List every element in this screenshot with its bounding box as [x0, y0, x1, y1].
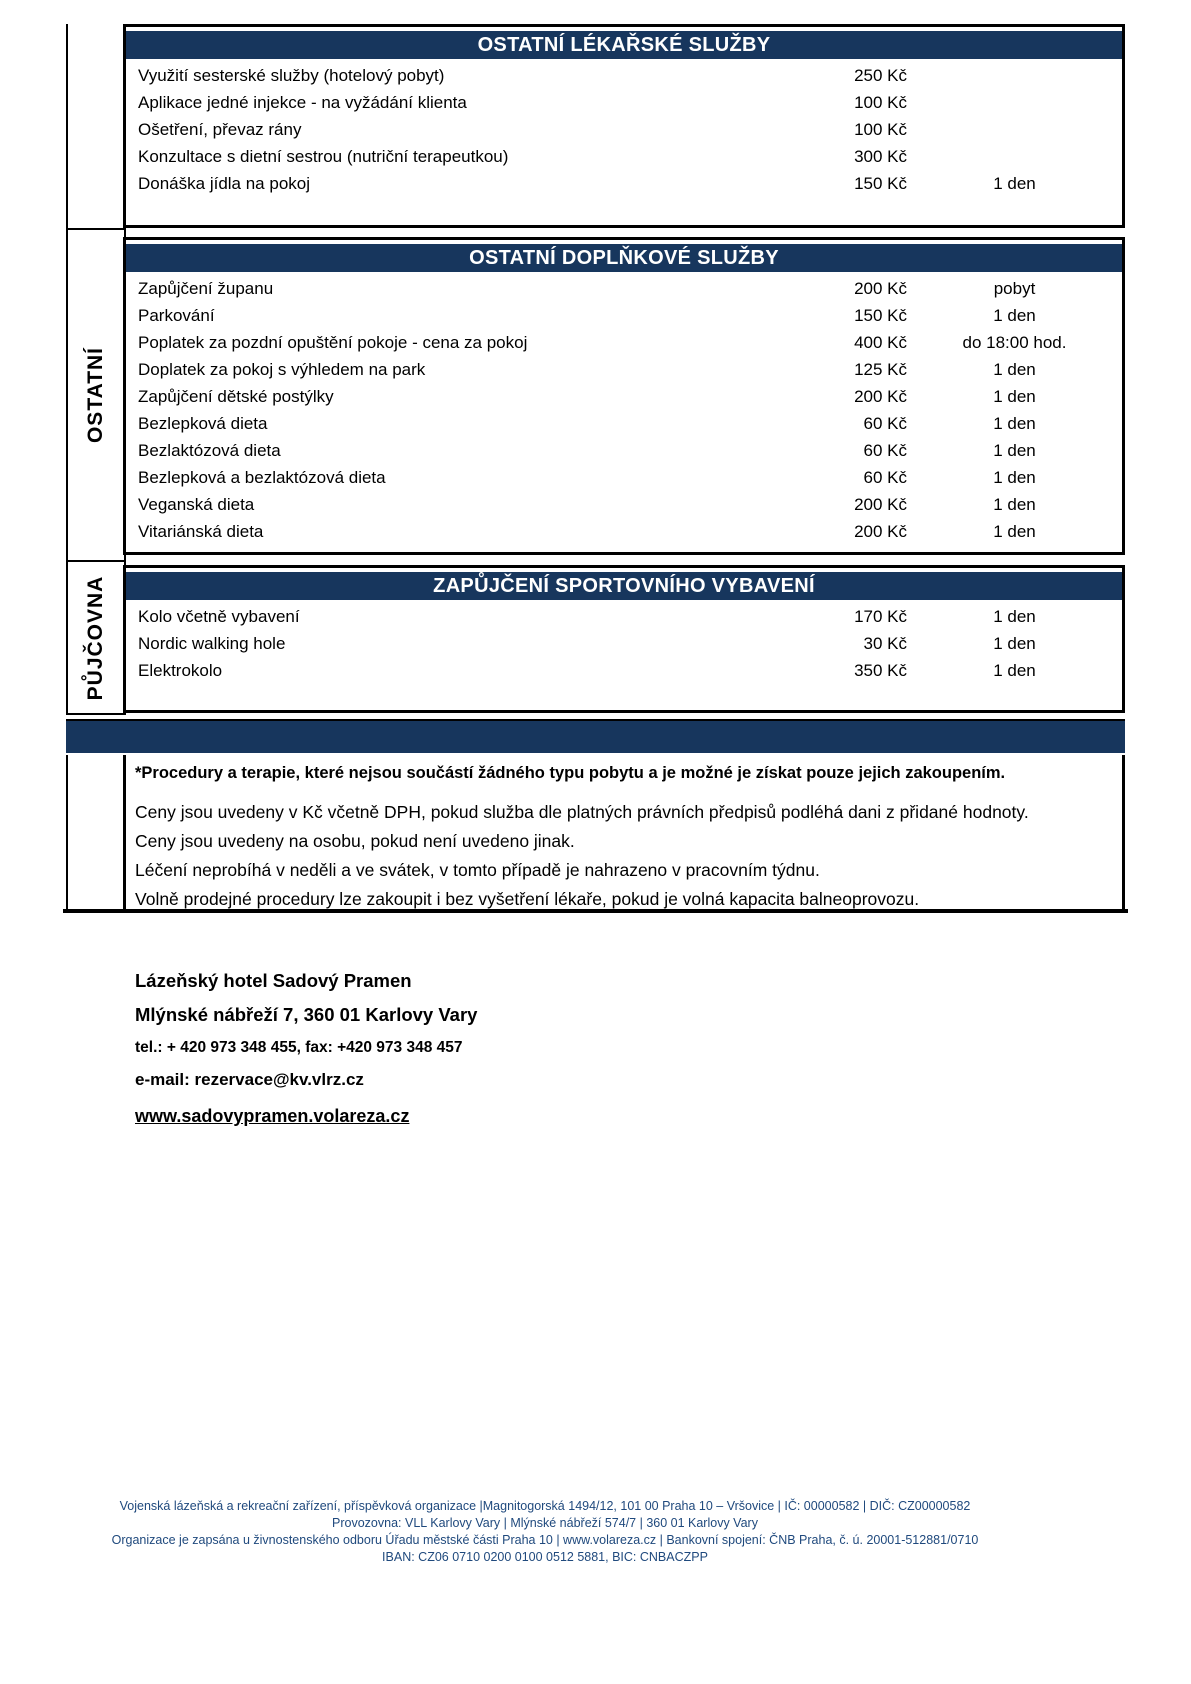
- row-service-name: Zapůjčení dětské postýlky: [138, 386, 334, 406]
- row-service-name: Kolo včetně vybavení: [138, 606, 300, 626]
- table-header-additional-services: [126, 244, 1122, 272]
- table-title: OSTATNÍ DOPLŇKOVÉ SLUŽBY: [469, 246, 779, 269]
- sidebar-cell-pujcovna: [66, 562, 126, 715]
- row-period: pobyt: [993, 278, 1036, 298]
- table-row: [126, 410, 1122, 437]
- row-period: 1 den: [993, 494, 1036, 514]
- row-service-name: Parkování: [138, 305, 215, 325]
- hotel-name: Lázeňský hotel Sadový Pramen: [135, 970, 412, 991]
- table-row: [126, 62, 1122, 89]
- row-period: 1 den: [993, 386, 1036, 406]
- row-price: 250 Kč: [854, 65, 907, 85]
- row-price: 200 Kč: [854, 494, 907, 514]
- row-period: 1 den: [993, 359, 1036, 379]
- table-row: [126, 329, 1122, 356]
- row-period: 1 den: [993, 440, 1036, 460]
- footer-block: [0, 1498, 1090, 1566]
- table-row: [126, 275, 1122, 302]
- text-line: IBAN: CZ06 0710 0200 0100 0512 5881, BIC: CNBACZPP: [382, 1550, 708, 1564]
- row-price: 350 Kč: [854, 660, 907, 680]
- row-price: 30 Kč: [863, 633, 907, 653]
- table-row: [126, 356, 1122, 383]
- row-price: 200 Kč: [854, 278, 907, 298]
- table-row: [126, 383, 1122, 410]
- contact-block: [135, 970, 477, 1127]
- table-row: [126, 657, 1122, 684]
- text-line: Volně prodejné procedury lze zakoupit i bez vyšetření lékaře, pokud je volná kapacita balneoprovozu.: [135, 889, 920, 909]
- row-period: 1 den: [993, 521, 1036, 541]
- text-line: Vojenská lázeňská a rekreační zařízení, příspěvková organizace |Magnitogorská 1494/12, 101 00 Praha 10 – Vršovice | IČ: 00000582 | DIČ: CZ00000582: [119, 1499, 971, 1513]
- table-row: [126, 302, 1122, 329]
- purchase-only-note: *Procedury a terapie, které nejsou součástí žádného typu pobytu a je možné je získat pouze jejich zakoupením.: [135, 764, 1006, 782]
- row-period: 1 den: [993, 660, 1036, 680]
- row-service-name: Bezlaktózová dieta: [138, 440, 281, 460]
- row-period: do 18:00 hod.: [962, 332, 1067, 352]
- row-price: 125 Kč: [854, 359, 907, 379]
- notes-lines: [135, 798, 1112, 914]
- row-period: 1 den: [993, 305, 1036, 325]
- text-line: Organizace je zapsána u živnostenského odboru Úřadu městské části Praha 10 | www.volareza.cz | Bankovní spojení: ČNB Praha, č. ú. 20001-512881/0710: [111, 1533, 979, 1547]
- row-price: 150 Kč: [854, 305, 907, 325]
- table-row: [126, 630, 1122, 657]
- row-service-name: Bezlepková dieta: [138, 413, 268, 433]
- row-service-name: Využití sesterské služby (hotelový pobyt): [138, 65, 445, 85]
- table-medical-services: [123, 24, 1125, 228]
- row-service-name: Veganská dieta: [138, 494, 255, 514]
- sidebar-cell-empty-bottom: [66, 755, 126, 909]
- table-title: ZAPŮJČENÍ SPORTOVNÍHO VYBAVENÍ: [433, 574, 815, 597]
- row-service-name: Aplikace jedné injekce - na vyžádání klienta: [138, 92, 467, 112]
- table-body: [126, 59, 1122, 197]
- row-price: 100 Kč: [854, 119, 907, 139]
- table-body: [126, 272, 1122, 545]
- table-row: [126, 170, 1122, 197]
- row-service-name: Zapůjčení županu: [138, 278, 274, 298]
- row-price: 150 Kč: [854, 173, 907, 193]
- phone-fax-line: tel.: + 420 973 348 455, fax: +420 973 348 457: [135, 1039, 463, 1056]
- row-service-name: Ošetření, převaz rány: [138, 119, 302, 139]
- row-price: 60 Kč: [863, 467, 907, 487]
- table-sport-equipment: [123, 565, 1125, 713]
- text-line: Ceny jsou uvedeny na osobu, pokud není uvedeno jinak.: [135, 831, 575, 851]
- email-line: e-mail: rezervace@kv.vlrz.cz: [135, 1070, 364, 1089]
- website-link[interactable]: www.sadovypramen.volareza.cz: [135, 1106, 410, 1126]
- row-service-name: Elektrokolo: [138, 660, 223, 680]
- table-row: [126, 143, 1122, 170]
- table-row: [126, 603, 1122, 630]
- section-divider-bar: [66, 719, 1125, 753]
- row-price: 100 Kč: [854, 92, 907, 112]
- table-body: [126, 600, 1122, 684]
- table-header-medical-services: [126, 31, 1122, 59]
- row-period: 1 den: [993, 173, 1036, 193]
- row-price: 60 Kč: [863, 440, 907, 460]
- row-service-name: Bezlepková a bezlaktózová dieta: [138, 467, 386, 487]
- hotel-address: Mlýnské nábřeží 7, 360 01 Karlovy Vary: [135, 1004, 478, 1025]
- row-service-name: Konzultace s dietní sestrou (nutriční terapeutkou): [138, 146, 509, 166]
- row-service-name: Nordic walking hole: [138, 633, 286, 653]
- row-price: 200 Kč: [854, 386, 907, 406]
- table-row: [126, 437, 1122, 464]
- table-header-sport-equipment: [126, 572, 1122, 600]
- table-additional-services: [123, 237, 1125, 555]
- row-price: 60 Kč: [863, 413, 907, 433]
- row-period: 1 den: [993, 633, 1036, 653]
- text-line: Léčení neprobíhá v neděli a ve svátek, v tomto případě je nahrazeno v pracovním týdnu.: [135, 860, 820, 880]
- row-service-name: Poplatek za pozdní opuštění pokoje - cena za pokoj: [138, 332, 528, 352]
- table-row: [126, 89, 1122, 116]
- sidebar-cell-ostatni: [66, 230, 126, 562]
- row-price: 300 Kč: [854, 146, 907, 166]
- row-price: 400 Kč: [854, 332, 907, 352]
- sidebar-label-ostatni: OSTATNÍ: [84, 346, 107, 444]
- table-row: [126, 518, 1122, 545]
- sidebar-cell-empty-top: [66, 24, 126, 230]
- table-row: [126, 464, 1122, 491]
- row-price: 200 Kč: [854, 521, 907, 541]
- table-row: [126, 116, 1122, 143]
- row-price: 170 Kč: [854, 606, 907, 626]
- table-title: OSTATNÍ LÉKAŘSKÉ SLUŽBY: [477, 33, 771, 56]
- notes-block: [123, 755, 1125, 909]
- row-period: 1 den: [993, 413, 1036, 433]
- text-line: Provozovna: VLL Karlovy Vary | Mlýnské nábřeží 574/7 | 360 01 Karlovy Vary: [332, 1516, 758, 1530]
- sidebar-label-pujcovna: PŮJČOVNA: [84, 575, 107, 700]
- row-period: 1 den: [993, 606, 1036, 626]
- row-service-name: Donáška jídla na pokoj: [138, 173, 311, 193]
- table-row: [126, 491, 1122, 518]
- row-period: 1 den: [993, 467, 1036, 487]
- row-service-name: Doplatek za pokoj s výhledem na park: [138, 359, 426, 379]
- row-service-name: Vitariánská dieta: [138, 521, 264, 541]
- text-line: Ceny jsou uvedeny v Kč včetně DPH, pokud služba dle platných právních předpisů podléhá dani z přidané hodnoty.: [135, 802, 1029, 822]
- bottom-divider-line: [63, 909, 1128, 913]
